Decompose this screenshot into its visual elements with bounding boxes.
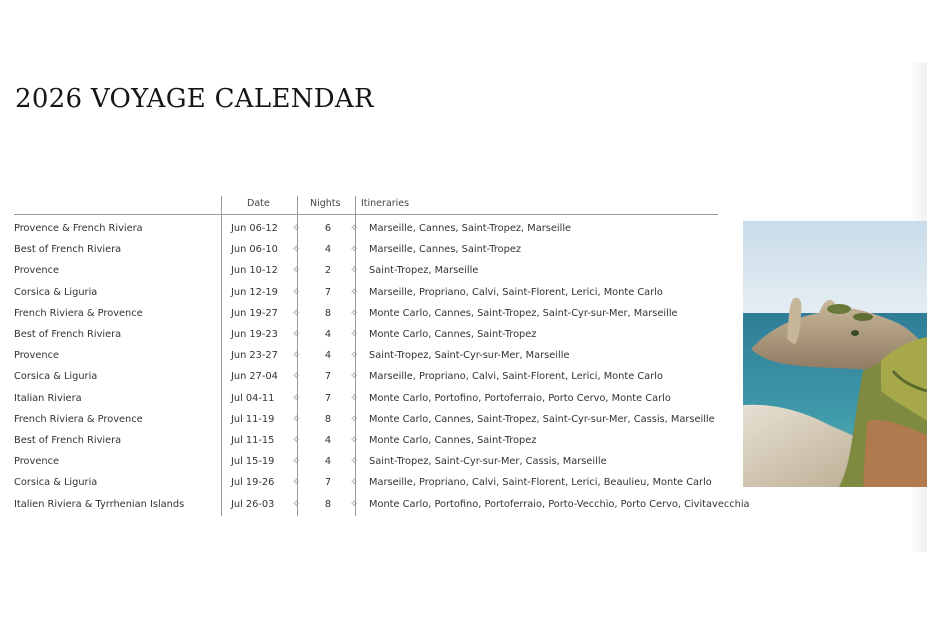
voyage-itinerary: Monte Carlo, Cannes, Saint-Tropez <box>369 435 537 446</box>
sparkle-icon: ✧ <box>350 392 359 404</box>
voyage-nights: 8 <box>324 307 332 319</box>
table-row <box>14 368 774 389</box>
voyage-name: French Riviera & Provence <box>14 413 143 425</box>
voyage-name: Italien Riviera & Tyrrhenian Islands <box>14 498 185 510</box>
voyage-date: Jun 10-12 <box>231 265 278 277</box>
voyage-table <box>14 196 774 516</box>
voyage-itinerary: Marseille, Propriano, Calvi, Saint-Florent, Lerici, Monte Carlo <box>369 286 663 298</box>
header-itineraries: Itineraries <box>361 198 410 209</box>
sparkle-icon: ✧ <box>292 350 301 362</box>
table-row <box>14 347 774 368</box>
voyage-date: Jun 06-10 <box>231 244 278 256</box>
voyage-name: Corsica & Liguria <box>14 286 98 298</box>
table-row <box>14 326 774 347</box>
sparkle-icon: ✧ <box>350 371 359 383</box>
sparkle-icon: ✧ <box>350 244 359 256</box>
voyage-date: Jun 19-23 <box>231 329 278 340</box>
voyage-date: Jul 11-15 <box>231 435 275 446</box>
voyage-itinerary: Marseille, Cannes, Saint-Tropez <box>369 244 522 256</box>
voyage-name: Best of French Riviera <box>14 329 122 340</box>
voyage-date: Jul 15-19 <box>231 456 275 468</box>
sparkle-icon: ✧ <box>292 413 301 425</box>
voyage-nights: 8 <box>324 413 332 425</box>
photo-illustration <box>743 221 927 487</box>
voyage-itinerary: Monte Carlo, Portofino, Portoferraio, Porto Cervo, Monte Carlo <box>369 392 671 404</box>
table-row <box>14 390 774 411</box>
sparkle-icon: ✧ <box>292 329 301 340</box>
sparkle-icon: ✧ <box>350 329 359 340</box>
voyage-nights: 2 <box>324 265 332 277</box>
sparkle-icon: ✧ <box>292 392 301 404</box>
voyage-nights: 7 <box>324 371 332 383</box>
voyage-name: Italian Riviera <box>14 392 82 404</box>
voyage-nights: 8 <box>324 498 332 510</box>
voyage-date: Jun 12-19 <box>231 286 278 298</box>
header-date: Date <box>247 198 270 209</box>
voyage-date: Jun 06-12 <box>231 223 278 234</box>
sparkle-icon: ✧ <box>292 456 301 468</box>
sparkle-icon: ✧ <box>350 477 359 489</box>
voyage-nights: 7 <box>324 477 332 489</box>
header-nights: Nights <box>310 198 341 209</box>
table-row <box>14 496 774 517</box>
voyage-nights: 4 <box>324 350 332 362</box>
voyage-nights: 4 <box>324 456 332 468</box>
sparkle-icon: ✧ <box>350 435 359 446</box>
sparkle-icon: ✧ <box>292 265 301 277</box>
sparkle-icon: ✧ <box>292 498 301 510</box>
sparkle-icon: ✧ <box>350 413 359 425</box>
voyage-date: Jun 27-04 <box>231 371 278 383</box>
voyage-date: Jul 04-11 <box>231 392 275 404</box>
table-row <box>14 453 774 474</box>
voyage-itinerary: Saint-Tropez, Saint-Cyr-sur-Mer, Cassis, Marseille <box>369 456 607 468</box>
page-title: 2026 VOYAGE CALENDAR <box>15 84 374 114</box>
voyage-date: Jul 19-26 <box>231 477 275 489</box>
voyage-name: Provence & French Riviera <box>14 223 143 234</box>
table-row <box>14 474 774 495</box>
voyage-date: Jul 26-03 <box>231 498 275 510</box>
voyage-itinerary: Monte Carlo, Cannes, Saint-Tropez <box>369 329 537 340</box>
voyage-date: Jun 23-27 <box>231 350 278 362</box>
voyage-itinerary: Monte Carlo, Portofino, Portoferraio, Porto-Vecchio, Porto Cervo, Civitavecchia <box>369 498 750 510</box>
voyage-itinerary: Saint-Tropez, Marseille <box>369 265 479 277</box>
voyage-itinerary: Monte Carlo, Cannes, Saint-Tropez, Saint-Cyr-sur-Mer, Marseille <box>369 307 678 319</box>
table-row <box>14 241 774 262</box>
sparkle-icon: ✧ <box>292 435 301 446</box>
voyage-nights: 4 <box>324 329 332 340</box>
voyage-name: Corsica & Liguria <box>14 371 98 383</box>
voyage-nights: 4 <box>324 435 332 446</box>
sparkle-icon: ✧ <box>350 286 359 298</box>
sparkle-icon: ✧ <box>350 498 359 510</box>
voyage-name: Best of French Riviera <box>14 435 122 446</box>
sparkle-icon: ✧ <box>292 371 301 383</box>
table-row <box>14 262 774 283</box>
voyage-date: Jul 11-19 <box>231 413 275 425</box>
voyage-nights: 7 <box>324 392 332 404</box>
sparkle-icon: ✧ <box>350 307 359 319</box>
table-header <box>14 196 718 215</box>
table-row <box>14 411 774 432</box>
voyage-nights: 7 <box>324 286 332 298</box>
voyage-name: Provence <box>14 350 59 362</box>
sparkle-icon: ✧ <box>350 265 359 277</box>
sparkle-icon: ✧ <box>350 223 359 234</box>
voyage-nights: 6 <box>324 223 332 234</box>
voyage-name: Provence <box>14 265 59 277</box>
table-row <box>14 220 774 241</box>
voyage-name: French Riviera & Provence <box>14 307 143 319</box>
sparkle-icon: ✧ <box>350 456 359 468</box>
voyage-name: Best of French Riviera <box>14 244 122 256</box>
sparkle-icon: ✧ <box>350 350 359 362</box>
voyage-itinerary: Marseille, Propriano, Calvi, Saint-Florent, Lerici, Monte Carlo <box>369 371 663 383</box>
table-row <box>14 284 774 305</box>
sparkle-icon: ✧ <box>292 244 301 256</box>
sparkle-icon: ✧ <box>292 307 301 319</box>
coastal-rock-island-photo <box>743 221 927 487</box>
voyage-itinerary: Marseille, Cannes, Saint-Tropez, Marseille <box>369 223 572 234</box>
voyage-itinerary: Monte Carlo, Cannes, Saint-Tropez, Saint-Cyr-sur-Mer, Cassis, Marseille <box>369 413 715 425</box>
voyage-name: Corsica & Liguria <box>14 477 98 489</box>
sparkle-icon: ✧ <box>292 223 301 234</box>
sparkle-icon: ✧ <box>292 477 301 489</box>
voyage-itinerary: Marseille, Propriano, Calvi, Saint-Florent, Lerici, Beaulieu, Monte Carlo <box>369 477 712 489</box>
table-row <box>14 305 774 326</box>
table-row <box>14 432 774 453</box>
voyage-nights: 4 <box>324 244 332 256</box>
voyage-name: Provence <box>14 456 59 468</box>
voyage-date: Jun 19-27 <box>231 307 278 319</box>
sparkle-icon: ✧ <box>292 286 301 298</box>
voyage-itinerary: Saint-Tropez, Saint-Cyr-sur-Mer, Marseille <box>369 350 570 362</box>
